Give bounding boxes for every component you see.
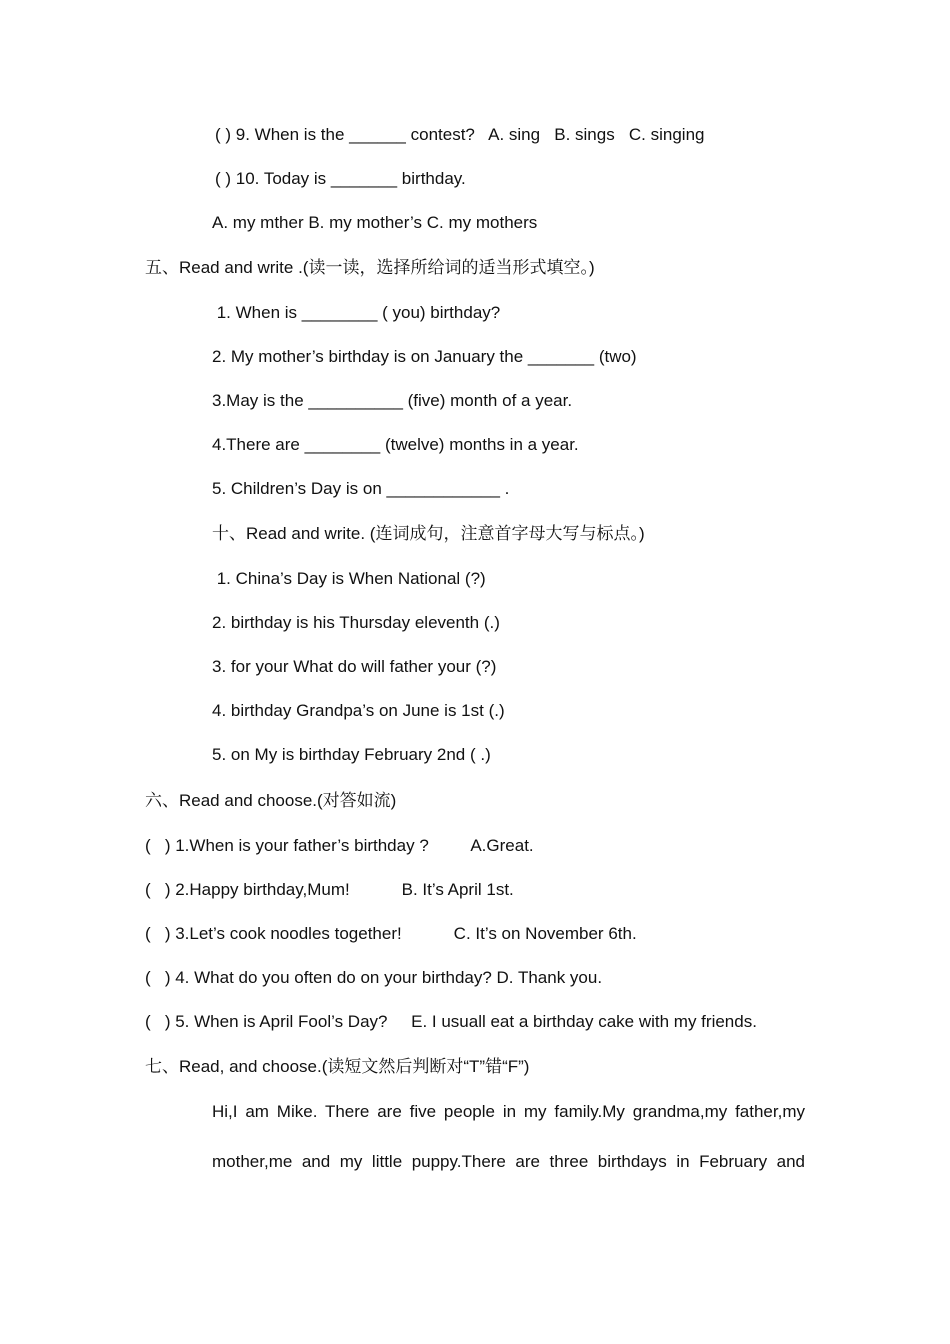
section-5-item-3: 3.May is the __________ (five) month of a year. <box>212 391 573 410</box>
section-5-item-1: 1. When is ________ ( you) birthday? <box>212 303 501 322</box>
section-6-item-1: ( ) 1.When is your father’s birthday ? A.Great. <box>145 836 534 855</box>
section-5-item-2: 2. My mother’s birthday is on January the _______ (two) <box>212 347 637 366</box>
section-5-heading: 五、Read and write .(读一读，选择所给词的适当形式填空。) <box>145 258 595 277</box>
passage-line-2: mother,me and my little puppy.There are three birthdays in February and <box>212 1152 805 1171</box>
section-7-heading: 七、Read, and choose.(读短文然后判断对“T”错“F”) <box>145 1057 530 1076</box>
section-6-item-3: ( ) 3.Let’s cook noodles together! C. It’s on November 6th. <box>145 924 637 943</box>
section-6-item-2: ( ) 2.Happy birthday,Mum! B. It’s April 1st. <box>145 880 514 899</box>
section-6-heading: 六、Read and choose.(对答如流) <box>145 791 397 810</box>
passage-line-1: Hi,I am Mike. There are five people in my family.My grandma,my father,my <box>212 1102 805 1121</box>
section-10-item-2: 2. birthday is his Thursday eleventh (.) <box>212 613 500 632</box>
question-9: ( ) 9. When is the ______ contest? A. sing B. sings C. singing <box>215 125 705 144</box>
section-6-item-5: ( ) 5. When is April Fool’s Day? E. I usuall eat a birthday cake with my friends. <box>145 1012 757 1031</box>
section-5-item-5: 5. Children’s Day is on ____________ . <box>212 479 510 498</box>
section-10-item-3: 3. for your What do will father your (?) <box>212 657 497 676</box>
section-10-heading: 十、Read and write. (连词成句，注意首字母大写与标点。) <box>212 524 645 543</box>
section-10-item-4: 4. birthday Grandpa’s on June is 1st (.) <box>212 701 505 720</box>
section-7-passage <box>212 1087 805 1187</box>
section-10-item-1: 1. China’s Day is When National (?) <box>212 569 486 588</box>
section-5-item-4: 4.There are ________ (twelve) months in a year. <box>212 435 579 454</box>
section-6-item-4: ( ) 4. What do you often do on your birthday? D. Thank you. <box>145 968 603 987</box>
section-10-item-5: 5. on My is birthday February 2nd ( .) <box>212 745 491 764</box>
question-10: ( ) 10. Today is _______ birthday. <box>215 169 466 188</box>
question-10-options: A. my mther B. my mother’s C. my mothers <box>212 213 538 232</box>
